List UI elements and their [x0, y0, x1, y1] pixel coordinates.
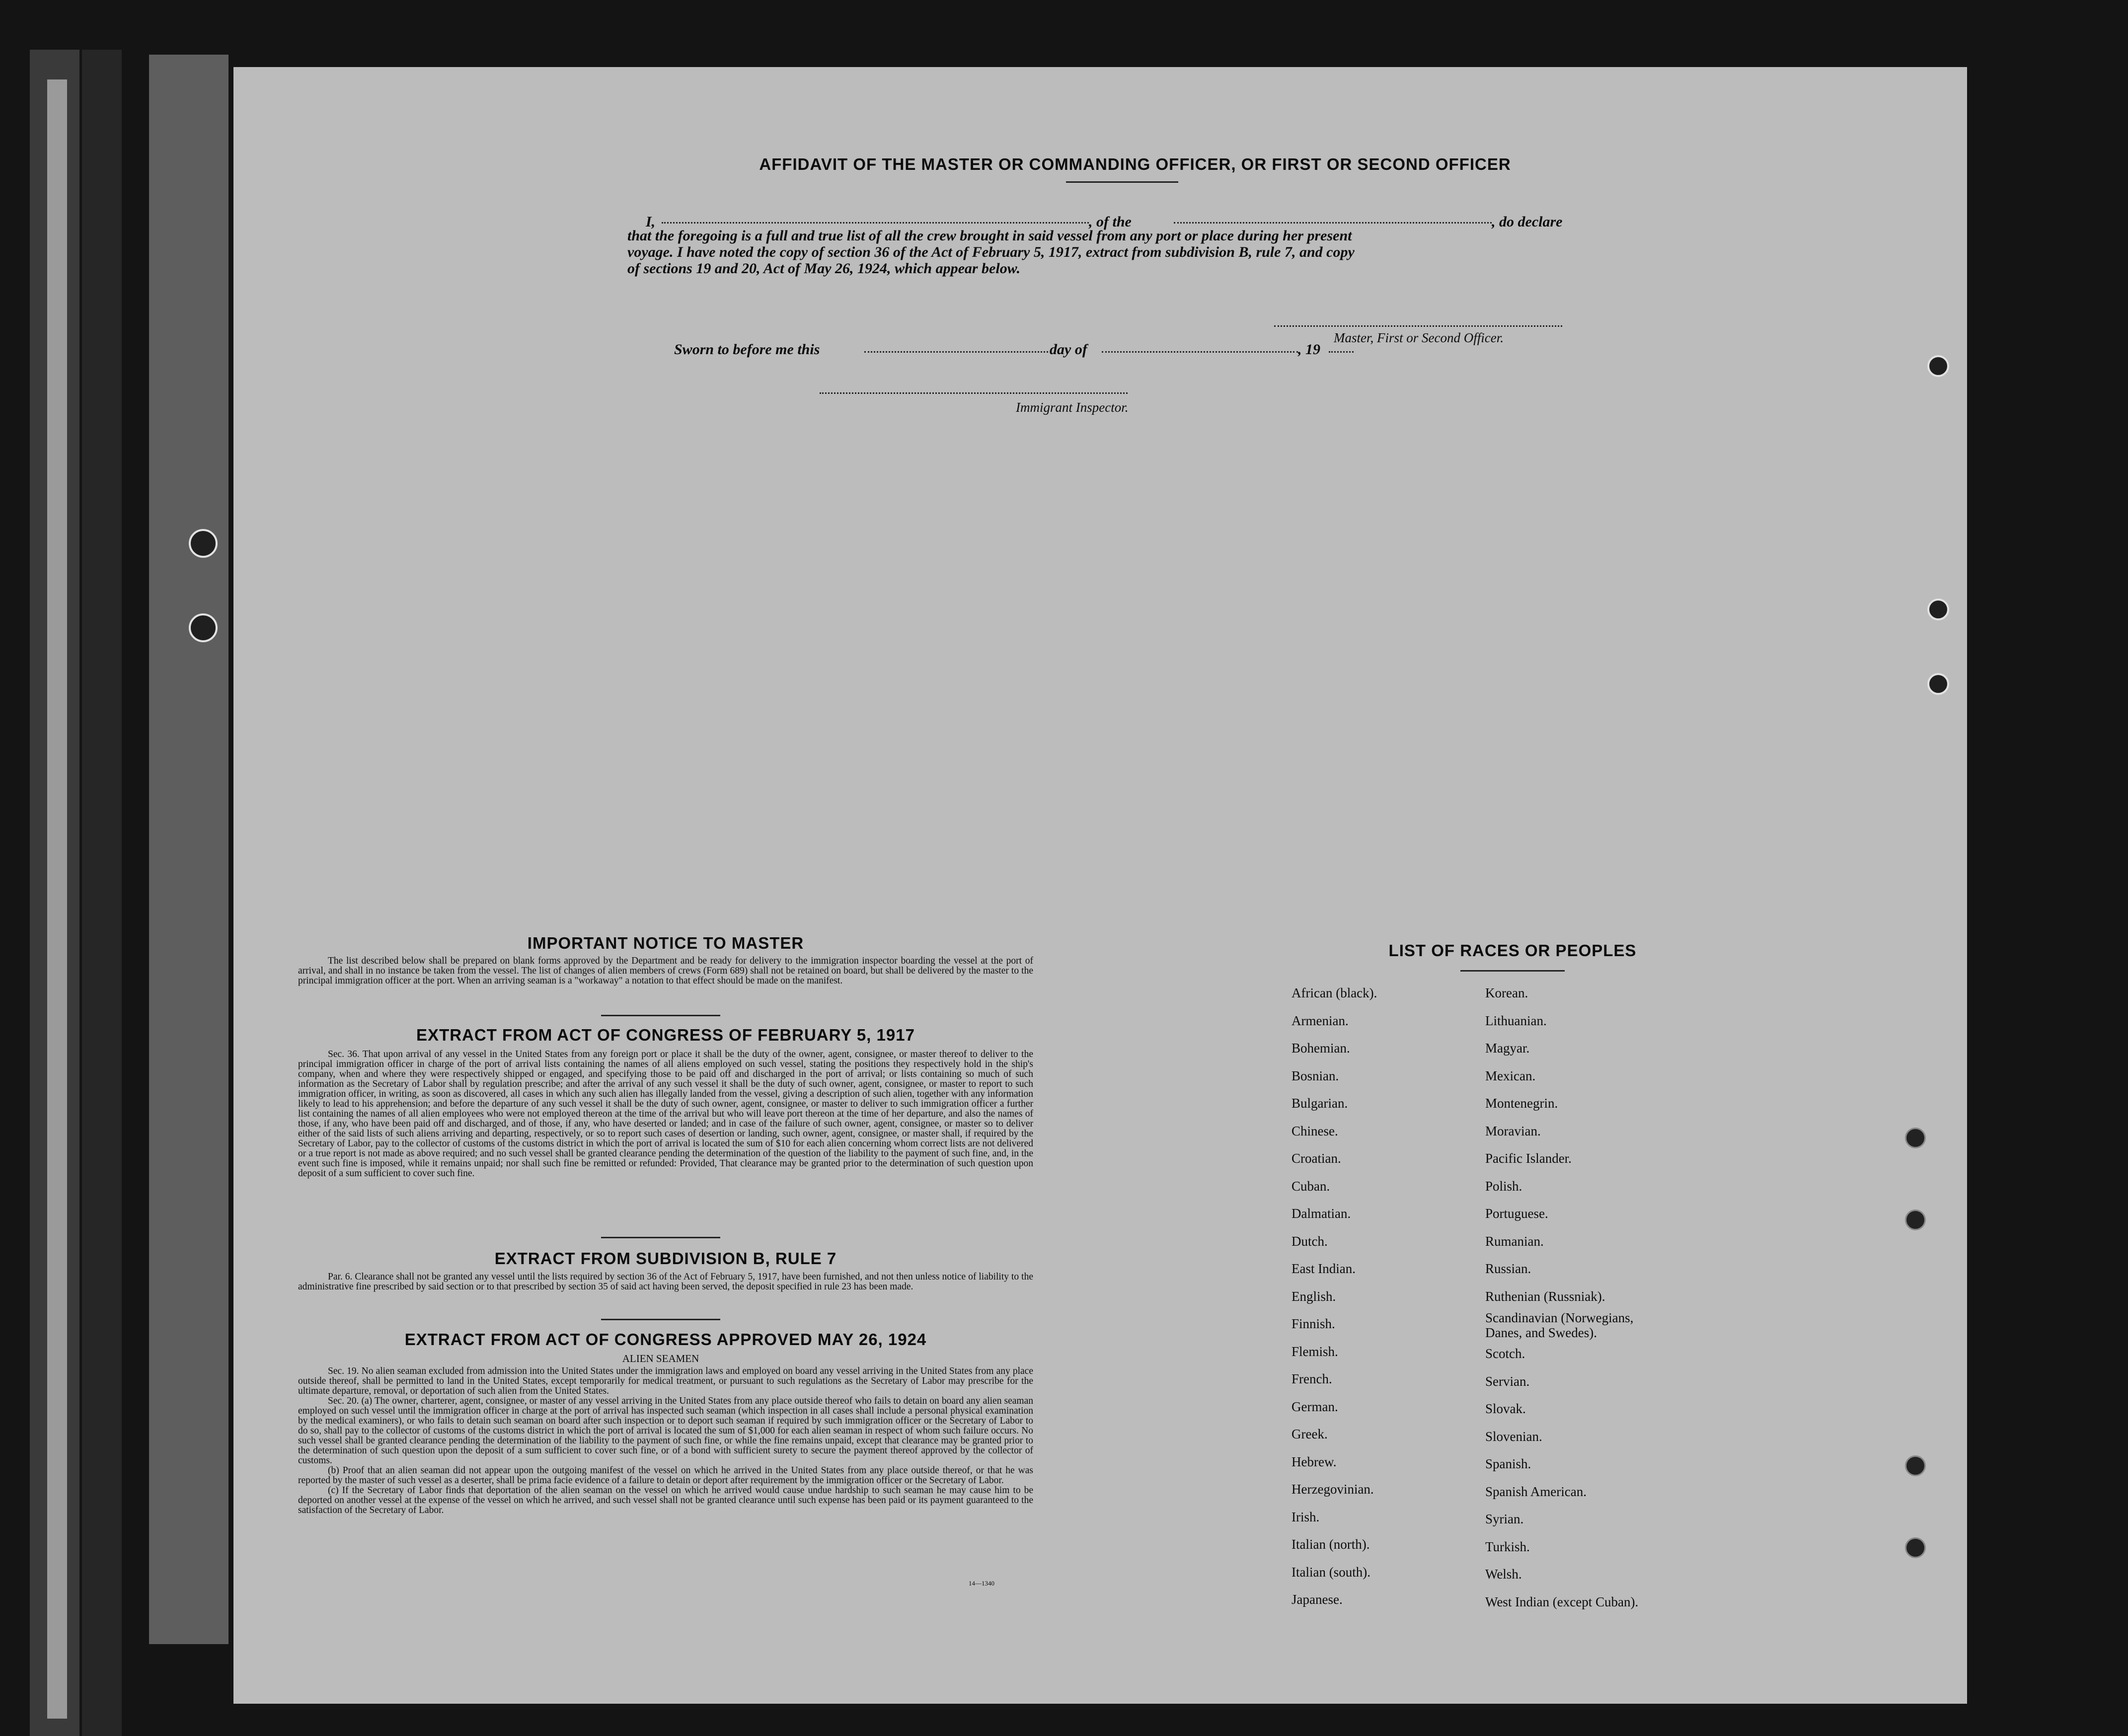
document-page	[233, 67, 1967, 1704]
affidavit-i: I,	[646, 214, 656, 230]
races-left-column	[1292, 980, 1377, 1614]
sworn-text: Sworn to before me this	[674, 341, 820, 358]
rivet-icon	[1905, 1128, 1926, 1148]
extract-rule7-title: EXTRACT FROM SUBDIVISION B, RULE 7	[494, 1249, 837, 1268]
race-item: Polish.	[1485, 1178, 1522, 1194]
binding-hole-icon	[189, 613, 218, 642]
inspector-signature-line[interactable]	[820, 392, 1128, 394]
race-item: German.	[1292, 1399, 1338, 1414]
race-item: English.	[1292, 1288, 1336, 1304]
extract-1917-rule	[601, 1237, 720, 1238]
sec20c-text: (c) If the Secretary of Labor finds that deportation of the alien seaman on the vessel on which he arrived would cause undue hardship to such seaman he may cause him to be deported on another vessel at the expense of the vessel on which he arrived, and such vessel shall not be granted clearance until such expense has been paid or its payment guaranteed to the satisfaction of the Secretary of Labor.	[298, 1485, 1033, 1515]
sworn-month-line[interactable]	[1102, 351, 1298, 353]
binding-hole-icon	[189, 529, 218, 558]
race-item: Lithuanian.	[1485, 1013, 1547, 1028]
sworn-day-line[interactable]	[864, 351, 1048, 353]
alien-seamen-subtitle: ALIEN SEAMEN	[622, 1353, 699, 1364]
race-item: Cuban.	[1292, 1178, 1330, 1194]
race-item: Japanese.	[1292, 1592, 1343, 1607]
extract-1924-title: EXTRACT FROM ACT OF CONGRESS APPROVED MAY 26, 1924	[404, 1330, 927, 1349]
race-item: Servian.	[1485, 1373, 1530, 1389]
title-rule	[1066, 181, 1178, 183]
race-item: Russian.	[1485, 1261, 1531, 1276]
race-item: Welsh.	[1485, 1567, 1522, 1582]
race-item: Dalmatian.	[1292, 1206, 1351, 1221]
affidavit-of-the: , of the	[1089, 214, 1132, 230]
notice-title: IMPORTANT NOTICE TO MASTER	[527, 934, 804, 952]
master-label: Master, First or Second Officer.	[1334, 330, 1504, 345]
film-edge-strip	[47, 79, 67, 1719]
film-edge-dark	[82, 50, 122, 1736]
race-item: Moravian.	[1485, 1123, 1541, 1138]
notice-rule	[601, 1015, 720, 1016]
race-item: Italian (north).	[1292, 1537, 1370, 1552]
race-item: Slovenian.	[1485, 1429, 1542, 1444]
race-item: Slovak.	[1485, 1401, 1526, 1416]
rivet-icon	[1905, 1537, 1926, 1558]
race-item: Bulgarian.	[1292, 1096, 1348, 1111]
year-line[interactable]	[1329, 351, 1354, 353]
race-item: Bosnian.	[1292, 1068, 1339, 1083]
sec20b-text: (b) Proof that an alien seaman did not appear upon the outgoing manifest of the vessel on which he arrived in the United States from any place outside thereof, or that he was reported by the master of such vessel as a deserter, shall be prima facie evidence of a failure to detain or deport after requirement by the immigration officer or the Secretary of Labor.	[298, 1465, 1033, 1486]
race-item: Finnish.	[1292, 1316, 1335, 1331]
affidavit-title: AFFIDAVIT OF THE MASTER OR COMMANDING OFFICER, OR FIRST OR SECOND OFFICER	[759, 155, 1511, 173]
race-item: Hebrew.	[1292, 1454, 1337, 1469]
affidavit-line2: that the foregoing is a full and true list of all the crew brought in said vessel from any port or place during her present	[627, 227, 1352, 244]
race-item: Armenian.	[1292, 1013, 1349, 1028]
year-prefix: , 19	[1298, 341, 1320, 358]
inspector-label: Immigrant Inspector.	[1016, 400, 1129, 415]
sec19-text: Sec. 19. No alien seaman excluded from admission into the United States under the immigration laws and employed on board any vessel arriving in the United States from any place outside thereof, shall be permitted to land in the United States, except temporarily for medical treatment, or pursuant to such regulations as the Secretary of Labor may prescribe for the ultimate departure, removal, or deportation of such alien from the United States.	[298, 1366, 1033, 1396]
race-item: West Indian (except Cuban).	[1485, 1594, 1639, 1609]
race-item: East Indian.	[1292, 1261, 1356, 1276]
rivet-icon	[1905, 1209, 1926, 1230]
race-item: Turkish.	[1485, 1539, 1530, 1554]
vessel-line[interactable]	[1174, 222, 1492, 224]
race-item: Korean.	[1485, 985, 1528, 1000]
previous-page-edge	[149, 55, 228, 1644]
affidavit-line3: voyage. I have noted the copy of section 36 of the Act of February 5, 1917, extract from subdivision B, rule 7, and copy	[627, 244, 1355, 260]
race-item: Greek.	[1292, 1427, 1328, 1441]
race-item: African (black).	[1292, 985, 1377, 1000]
notice-text: The list described below shall be prepared on blank forms approved by the Department and be ready for delivery to the immigration inspector boarding the vessel at the port of arrival, and shall in no instance be taken from the vessel. The list of changes of alien members of crews (Form 689) shall not be retained on board, but shall be delivered by the master to the principal immigration officer at the port. When an arriving seaman is a "workaway" a notation to that effect should be made on the manifest.	[298, 956, 1033, 986]
rivet-icon	[1905, 1455, 1926, 1476]
race-item: Herzegovinian.	[1292, 1482, 1374, 1497]
race-item: Dutch.	[1292, 1233, 1328, 1249]
race-item: Scotch.	[1485, 1346, 1525, 1361]
races-rule	[1460, 970, 1565, 972]
race-item: Portuguese.	[1485, 1206, 1548, 1221]
race-item: Mexican.	[1485, 1068, 1536, 1083]
race-item: Pacific Islander.	[1485, 1151, 1572, 1166]
day-of-label: day of	[1050, 341, 1087, 358]
sec20a-text: Sec. 20. (a) The owner, charterer, agent, consignee, or master of any vessel arriving in the United States from any place outside thereof who fails to detain on board any alien seaman employed on such vessel until the immigration officer in charge at the port of arrival has inspected such seaman (which inspection in all cases shall include a personal physical examination by the medical examiners), or who fails to detain such seaman on board after such inspection or to deport such seaman if required by such immigration officer or the Secretary of Labor to do so, shall pay to the collector of customs of the customs district in which the port of arrival is located the sum of $1,000 for each alien seaman in respect of whom such failure occurs. No such vessel shall be granted clearance pending the determination of the liability to the payment of such fine, or while the fine remains unpaid, except that clearance may be granted prior to the determination of such question upon the deposit of a sum sufficient to cover such fine, or of a bond with sufficient surety to secure the payment thereof approved by the collector of customs.	[298, 1396, 1033, 1466]
extract-1924-body	[298, 1366, 1033, 1515]
race-item: Croatian.	[1292, 1151, 1341, 1166]
race-item: Bohemian.	[1292, 1041, 1350, 1056]
race-item: Scandinavian (Norwegians,	[1485, 1310, 1634, 1325]
race-item: Syrian.	[1485, 1511, 1524, 1526]
races-title: LIST OF RACES OR PEOPLES	[1388, 941, 1637, 960]
master-signature-line[interactable]	[1274, 325, 1562, 327]
race-item: Flemish.	[1292, 1344, 1338, 1359]
race-item: Ruthenian (Russniak).	[1485, 1288, 1605, 1304]
extract-rule7-rule	[601, 1319, 720, 1320]
name-line[interactable]	[662, 222, 1089, 224]
affidavit-line4: of sections 19 and 20, Act of May 26, 1924, which appear below.	[627, 260, 1021, 277]
race-item: Spanish.	[1485, 1456, 1531, 1471]
race-item: Magyar.	[1485, 1041, 1530, 1056]
race-item: Chinese.	[1292, 1123, 1338, 1138]
race-item: Rumanian.	[1485, 1233, 1544, 1249]
punch-hole-icon	[1927, 355, 1949, 377]
punch-hole-icon	[1927, 599, 1949, 620]
extract-1917-title: EXTRACT FROM ACT OF CONGRESS OF FEBRUARY 5, 1917	[416, 1026, 915, 1044]
punch-hole-icon	[1927, 673, 1949, 695]
race-item: Irish.	[1292, 1509, 1320, 1524]
race-item: Montenegrin.	[1485, 1096, 1558, 1111]
race-item: Italian (south).	[1292, 1564, 1370, 1580]
extract-rule7-text: Par. 6. Clearance shall not be granted any vessel until the lists required by section 36 of the Act of February 5, 1917, have been furnished, and not then unless notice of liability to the administrative fine prescribed by said section or to that prescribed by section 35 of said act having been served, the deposit specified in rule 23 has been made.	[298, 1272, 1033, 1292]
affidavit-declare: , do declare	[1492, 214, 1563, 230]
form-number: 14—1340	[969, 1580, 994, 1587]
races-right-column	[1485, 980, 1638, 1616]
race-item: Danes, and Swedes).	[1485, 1325, 1597, 1340]
race-item: French.	[1292, 1371, 1332, 1386]
extract-1917-text: Sec. 36. That upon arrival of any vessel in the United States from any foreign port or place it shall be the duty of the owner, agent, consignee, or master thereof to deliver to the principal immigration officer in charge of the port of arrival lists containing the names of all aliens employed on such vessel, stating the positions they respectively hold in the ship's company, when and where they were respectively shipped or engaged, and specifying those to be paid off and discharged in the port of arrival; or lists containing so much of such information as the Secretary of Labor shall by regulation prescribe; and after the arrival of any such vessel it shall be the duty of such owner, agent, consignee, or master to report to such immigration officer, in writing, as soon as discovered, all cases in which any such alien has illegally landed from the vessel, giving a description of such alien, together with any information likely to lead to his apprehension; and before the departure of any such vessel it shall be the duty of such owner, agent, consignee, or master to deliver to such immigration officer a further list containing the names of all alien employees who were not employed thereon at the time of the arrival but who will leave port thereon at the time of her departure, and also the names of those, if any, who have been paid off and discharged, and of those, if any, who have deserted or landed; and in case of the failure of such owner, agent, consignee, or master so to deliver either of the said lists of such aliens arriving and departing, respectively, or so to report such cases of desertion or landing, such owner, agent, consignee, or master shall, if required by the Secretary of Labor, pay to the collector of customs of the customs district in which the port of arrival is located the sum of $10 for each alien concerning whom correct lists are not delivered or a true report is not made as above required; and no such vessel shall be granted clearance pending the determination of the question of the liability to the payment of such fine, and, in the event such fine is imposed, while it remains unpaid; nor shall such fine be remitted or refunded: Provided, That clearance may be granted prior to the determination of such question upon deposit of a sum sufficient to cover such fine.	[298, 1049, 1033, 1179]
race-item: Spanish American.	[1485, 1484, 1587, 1499]
